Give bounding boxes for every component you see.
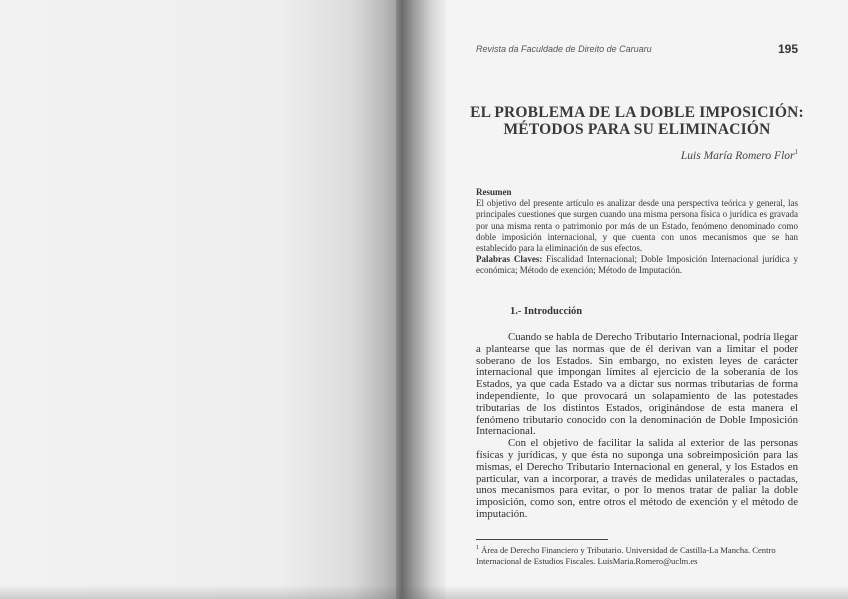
body-paragraph-1: Cuando se habla de Derecho Tributario Internacional, podría llegar a plantearse que las normas que de él derivan van a limitar el poder soberano de los Estados. Sin embargo, no existen leyes de carácter internacional que impongan límites al ejercicio de la soberanía de los Estados, ya que cada Estado va a dictar sus normas tributarias de forma independiente, lo que provocará un solapamiento de las potestades tributarias de los distintos Estados, originándose de esta manera el fenómeno tributario conocido con la denominación de Doble Imposición Internacional. — [476, 331, 798, 438]
abstract-text: El objetivo del presente artículo es analizar desde una perspectiva teórica y general, las principales cuestiones que surgen cuando una misma persona física o jurídica es gravada por una misma renta o patrimonio por más de un Estado, fenómeno denominado como doble imposición internacional, y que cuenta con unos mecanismos que se han establecido para la eliminación de sus efectos. — [476, 198, 798, 254]
article-title — [470, 104, 804, 138]
journal-name: Revista da Faculdade de Direito de Caruaru — [476, 44, 652, 54]
author-name — [600, 148, 798, 162]
article-title-line-2: MÉTODOS PARA SU ELIMINACIÓN — [503, 121, 771, 138]
body-paragraph-2: Con el objetivo de facilitar la salida al exterior de las personas físicas y jurídicas, y que ésta no suponga una sobreimposición para las mismas, el Derecho Tributario Internacional en general, y los Estados en particular, van a incorporar, a través de medidas unilaterales o pactadas, unos mecanismos para evitar, o por lo menos tratar de paliar la doble imposición, como son, entre otros el método de exención y el método de imputación. — [476, 437, 798, 520]
running-header — [476, 44, 798, 60]
article-title-line-1: EL PROBLEMA DE LA DOBLE IMPOSICIÓN: — [470, 104, 804, 121]
page-number: 195 — [777, 42, 798, 56]
body-text — [476, 332, 798, 521]
left-page-blank — [0, 0, 400, 599]
book-gutter-shadow — [396, 0, 446, 599]
keywords-text: Fiscalidad Internacional; Doble Imposición Internacional jurídica y económica; Método de exención; Método de Imputación. — [476, 254, 799, 276]
author-footnote-mark: 1 — [794, 148, 798, 156]
abstract-heading: Resumen — [476, 187, 512, 197]
keywords-label: Palabras Claves: — [476, 254, 543, 265]
scan-bottom-shadow — [0, 585, 848, 599]
abstract-block — [476, 187, 798, 277]
footnote-text: Área de Derecho Financiero y Tributario. Universidad de Castilla-La Mancha. Centro Internacional de Estudios Fiscales. LuisMaria.Romero@uclm.es — [476, 544, 776, 566]
author-name-text: Luis María Romero Flor — [680, 149, 795, 162]
keywords-line — [476, 254, 798, 276]
section-heading: 1.- Introducción — [510, 306, 583, 317]
footnote-divider — [476, 539, 608, 540]
footnote-mark: 1 — [476, 545, 479, 551]
footnote — [476, 543, 802, 567]
